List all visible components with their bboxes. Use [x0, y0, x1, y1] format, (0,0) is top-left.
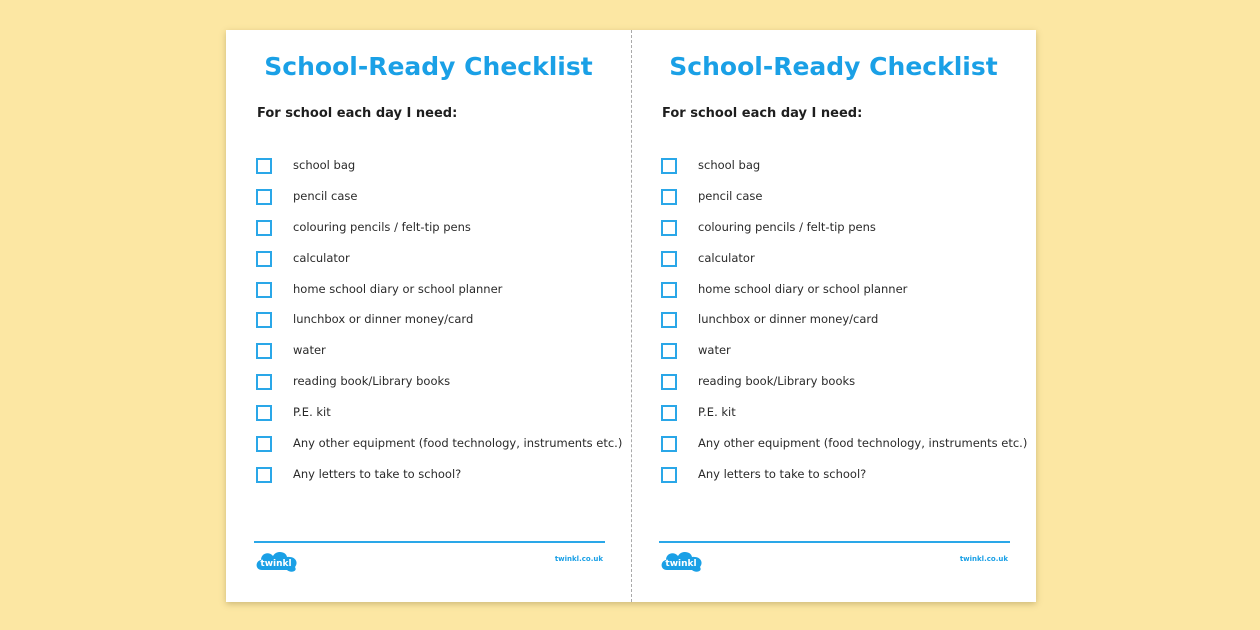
- checklist-item: [256, 157, 622, 188]
- checklist-item-label: lunchbox or dinner money/card: [293, 312, 474, 327]
- twinkl-logo: [254, 548, 300, 574]
- checklist-item: [661, 281, 1027, 312]
- checklist-item-label: calculator: [698, 250, 755, 265]
- checklist-item-label: lunchbox or dinner money/card: [698, 312, 879, 327]
- checkbox[interactable]: [256, 220, 272, 236]
- checklist-item: [256, 311, 622, 342]
- checklist-subtitle: For school each day I need:: [662, 106, 863, 121]
- checkbox[interactable]: [256, 251, 272, 267]
- logo-text: twinkl: [260, 559, 292, 569]
- checklist-item-label: colouring pencils / felt-tip pens: [698, 219, 876, 234]
- checkbox[interactable]: [256, 405, 272, 421]
- checklist-item-label: Any letters to take to school?: [698, 466, 867, 481]
- footer-rule: [254, 541, 605, 543]
- checklist-item-label: home school diary or school planner: [698, 281, 908, 296]
- checklist-item: [661, 435, 1027, 466]
- checkbox[interactable]: [256, 374, 272, 390]
- checklist-item-label: Any other equipment (food technology, instruments etc.): [698, 436, 1028, 451]
- checklist-item: [661, 373, 1027, 404]
- checklist-item: [256, 404, 622, 435]
- checklist-item: [256, 219, 622, 250]
- checkbox[interactable]: [256, 343, 272, 359]
- checkbox[interactable]: [661, 312, 677, 328]
- checklist-item: [661, 342, 1027, 373]
- checklist-item-label: pencil case: [698, 188, 763, 203]
- checkbox[interactable]: [256, 436, 272, 452]
- checklist-item-label: reading book/Library books: [293, 374, 451, 389]
- checklist-sheet: [226, 30, 1036, 602]
- checklist-item-label: school bag: [698, 158, 761, 172]
- checkbox[interactable]: [661, 467, 677, 483]
- checklist-items: [256, 157, 622, 497]
- checklist-item: [661, 311, 1027, 342]
- checklist-title: School-Ready Checklist: [264, 52, 593, 81]
- checklist-item: [256, 435, 622, 466]
- checklist-item: [661, 188, 1027, 219]
- checkbox[interactable]: [661, 282, 677, 298]
- checklist-card-left: [226, 30, 631, 602]
- checkbox[interactable]: [661, 220, 677, 236]
- checkbox[interactable]: [256, 312, 272, 328]
- checklist-item-label: calculator: [293, 250, 350, 265]
- footer-rule: [659, 541, 1010, 543]
- checklist-item: [256, 342, 622, 373]
- checklist-item: [256, 188, 622, 219]
- checklist-item-label: colouring pencils / felt-tip pens: [293, 219, 471, 234]
- checklist-item: [256, 373, 622, 404]
- checklist-item-label: water: [293, 343, 326, 358]
- checklist-item: [661, 404, 1027, 435]
- checklist-item: [661, 157, 1027, 188]
- checkbox[interactable]: [256, 158, 272, 174]
- checklist-item: [256, 466, 622, 497]
- twinkl-logo: [659, 548, 705, 574]
- checklist-item-label: home school diary or school planner: [293, 281, 503, 296]
- checkbox[interactable]: [256, 282, 272, 298]
- checklist-subtitle: For school each day I need:: [257, 106, 458, 121]
- checkbox[interactable]: [256, 467, 272, 483]
- checkbox[interactable]: [661, 158, 677, 174]
- checkbox[interactable]: [661, 189, 677, 205]
- checkbox[interactable]: [661, 405, 677, 421]
- checkbox[interactable]: [661, 251, 677, 267]
- checklist-item: [661, 466, 1027, 497]
- footer-url: twinkl.co.uk: [554, 555, 603, 563]
- checklist-item: [256, 281, 622, 312]
- checklist-item-label: Any letters to take to school?: [293, 466, 462, 481]
- logo-text: twinkl: [665, 559, 697, 569]
- checklist-item-label: P.E. kit: [698, 405, 736, 420]
- checkbox[interactable]: [256, 189, 272, 205]
- checklist-item-label: P.E. kit: [293, 405, 331, 420]
- checklist-item-label: pencil case: [293, 188, 358, 203]
- checklist-item: [256, 250, 622, 281]
- checklist-item-label: reading book/Library books: [698, 374, 856, 389]
- footer-url: twinkl.co.uk: [959, 555, 1008, 563]
- checklist-item: [661, 250, 1027, 281]
- checklist-item-label: water: [698, 343, 731, 358]
- checklist-title: School-Ready Checklist: [669, 52, 998, 81]
- checklist-item: [661, 219, 1027, 250]
- checklist-item-label: school bag: [293, 158, 356, 172]
- checkbox[interactable]: [661, 374, 677, 390]
- checklist-card-right: [631, 30, 1036, 602]
- checkbox[interactable]: [661, 343, 677, 359]
- checklist-item-label: Any other equipment (food technology, instruments etc.): [293, 436, 623, 451]
- checkbox[interactable]: [661, 436, 677, 452]
- checklist-items: [661, 157, 1027, 497]
